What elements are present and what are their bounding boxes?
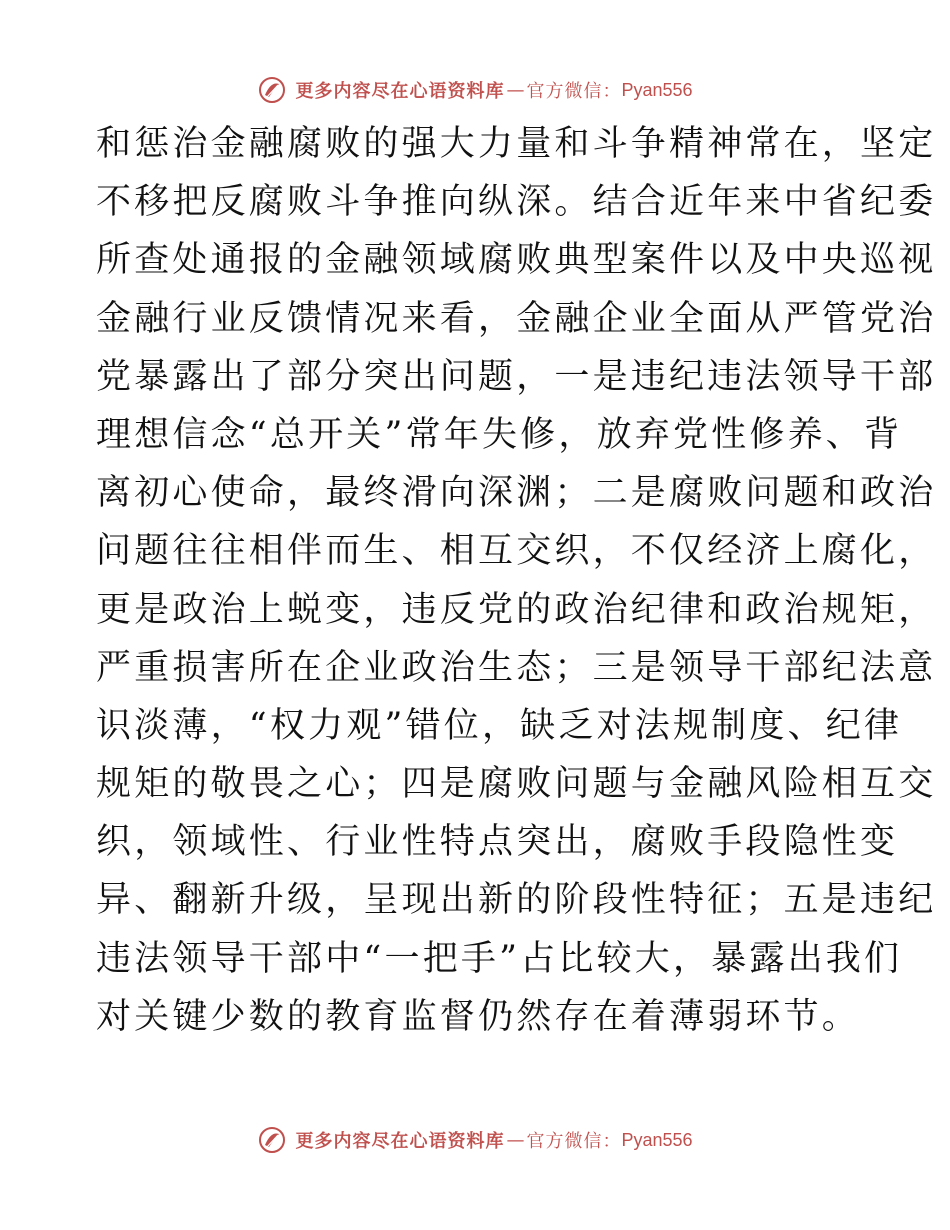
banner-site-text: 更多内容尽在心语资料库	[295, 1131, 505, 1152]
body-line: 严重损害所在企业政治生态；三是领导干部纪法意	[96, 647, 937, 688]
body-line: 违法领导干部中“一把手”占比较大，暴露出我们	[96, 938, 903, 979]
banner-wechat-label: 官方微信：	[526, 1131, 622, 1152]
banner-wechat-id: Pyan556	[621, 79, 693, 100]
logo-icon	[257, 1125, 287, 1155]
body-line: 对关键少数的教育监督仍然存在着薄弱环节。	[96, 996, 861, 1037]
body-line: 金融行业反馈情况来看，金融企业全面从严管党治	[96, 298, 937, 339]
body-line: 所查处通报的金融领域腐败典型案件以及中央巡视	[96, 240, 937, 281]
body-line: 理想信念“总开关”常年失修，放弃党性修养、背	[96, 414, 903, 455]
banner-wechat-label: 官方微信：	[526, 81, 622, 102]
logo-icon	[257, 75, 287, 105]
body-line: 织，领域性、行业性特点突出，腐败手段隐性变	[96, 822, 899, 863]
document-body	[96, 115, 937, 1046]
body-line: 和惩治金融腐败的强大力量和斗争精神常在，坚定	[96, 124, 937, 164]
body-line: 更是政治上蜕变，违反党的政治纪律和政治规矩，	[96, 589, 937, 630]
body-line: 不移把反腐败斗争推向纵深。结合近年来中省纪委	[96, 182, 937, 223]
body-line: 离初心使命，最终滑向深渊；二是腐败问题和政治	[96, 473, 937, 514]
footer-banner	[0, 1120, 950, 1160]
banner-dash: —	[506, 1129, 525, 1151]
body-line: 异、翻新升级，呈现出新的阶段性特征；五是违纪	[96, 880, 937, 921]
body-line: 党暴露出了部分突出问题，一是违纪违法领导干部	[96, 356, 937, 397]
banner-dash: —	[506, 79, 525, 101]
body-line: 问题往往相伴而生、相互交织，不仅经济上腐化，	[96, 531, 937, 572]
header-banner	[0, 70, 950, 110]
banner-wechat-id: Pyan556	[621, 1129, 693, 1150]
body-line: 识淡薄，“权力观”错位，缺乏对法规制度、纪律	[96, 705, 903, 746]
banner-site-text: 更多内容尽在心语资料库	[295, 81, 505, 102]
body-line: 规矩的敬畏之心；四是腐败问题与金融风险相互交	[96, 764, 937, 805]
